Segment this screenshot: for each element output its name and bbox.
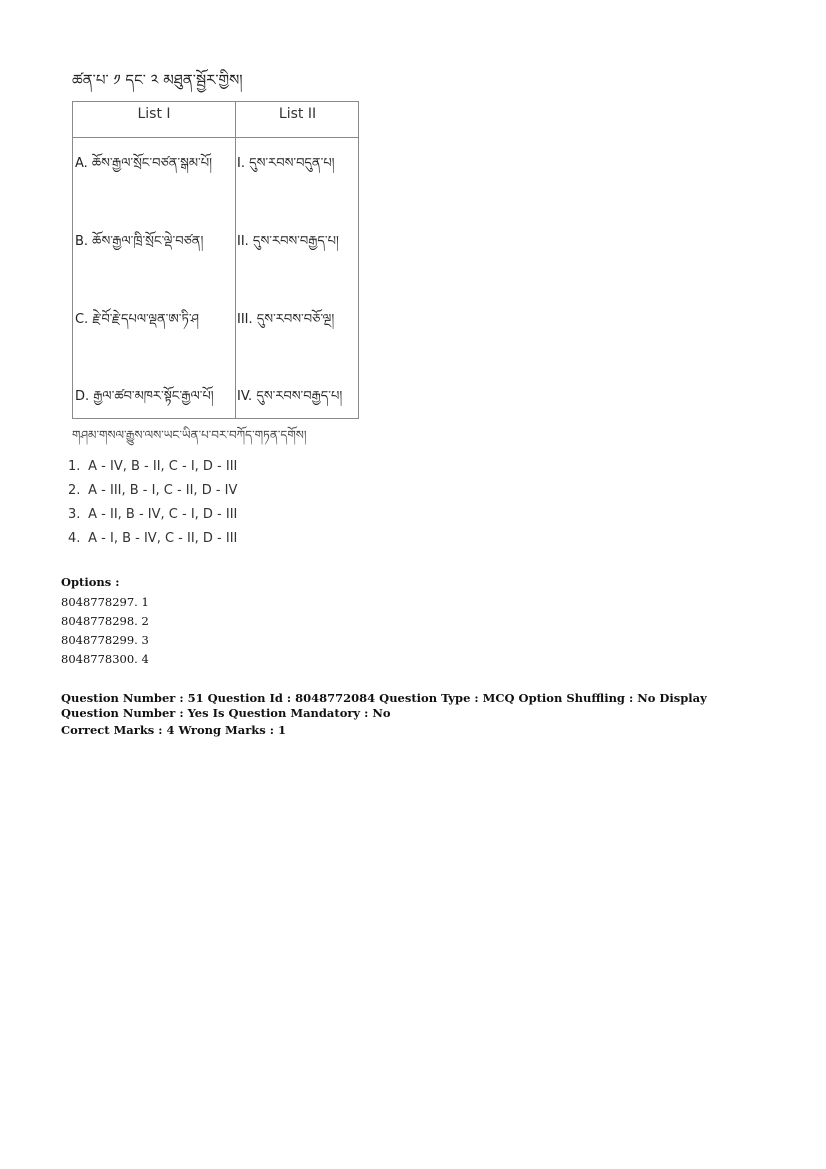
options-label: Options : bbox=[61, 575, 120, 589]
choice-item bbox=[68, 457, 237, 481]
choice-item bbox=[68, 481, 237, 505]
choice-number: 4. bbox=[68, 531, 81, 546]
list-2-header: List II bbox=[278, 106, 317, 122]
row-d-left: D. རྒྱལ་ཚབ་མཁར་སྟོང་རྒྱལ་པོ། bbox=[75, 389, 214, 404]
question-instruction: གཤམ་གསལ་རྒྱུས་ལས་ཡང་ཡིན་པ་བར་བཀོད་གཏན་དགོས། bbox=[72, 428, 307, 442]
answer-choices bbox=[68, 457, 237, 553]
choice-text: A - III, B - I, C - II, D - IV bbox=[88, 483, 238, 498]
choice-item bbox=[68, 505, 237, 529]
option-id: 8048778299. 3 bbox=[61, 633, 149, 647]
question-heading: ཚན་པ་ ༡ དང་ ༢ མཐུན་སྦྱོར་གྱིས། bbox=[72, 71, 243, 89]
row-b-left: B. ཆོས་རྒྱལ་ཁྲི་སྲོང་ལྡེ་བཙན། bbox=[75, 234, 204, 249]
choice-text: A - IV, B - II, C - I, D - III bbox=[88, 459, 238, 474]
row-b-right: II. དུས་རབས་བརྒྱད་པ། bbox=[237, 234, 339, 249]
choice-text: A - II, B - IV, C - I, D - III bbox=[88, 507, 238, 522]
question-marks: Correct Marks : 4 Wrong Marks : 1 bbox=[61, 723, 286, 737]
option-id: 8048778297. 1 bbox=[61, 595, 149, 609]
options-list bbox=[61, 595, 149, 671]
row-a-left: A. ཆོས་རྒྱལ་སྲོང་བཙན་སྒམ་པོ། bbox=[75, 156, 212, 171]
row-d-right: IV. དུས་རབས་བརྒྱད་པ། bbox=[237, 389, 343, 404]
column-divider bbox=[235, 102, 236, 418]
list-1-header: List I bbox=[137, 106, 171, 122]
row-c-right: III. དུས་རབས་བཅོ་ལྔ། bbox=[237, 312, 335, 327]
choice-item bbox=[68, 529, 237, 553]
row-a-right: I. དུས་རབས་བདུན་པ། bbox=[237, 156, 335, 171]
match-table bbox=[72, 101, 359, 419]
header-divider bbox=[73, 137, 358, 138]
choice-number: 2. bbox=[68, 483, 81, 498]
question-meta: Question Number : 51 Question Id : 8048772084 Question Type : MCQ Option Shuffling : No Display Question Number : Yes Is Question Mandatory : No bbox=[61, 691, 707, 720]
choice-number: 1. bbox=[68, 459, 81, 474]
option-id: 8048778298. 2 bbox=[61, 614, 149, 628]
row-c-left: C. རྗེ་བོ་རྗེ་དཔལ་ལྡན་ཨ་ཏི་ཤ bbox=[75, 312, 199, 327]
choice-number: 3. bbox=[68, 507, 81, 522]
choice-text: A - I, B - IV, C - II, D - III bbox=[88, 531, 238, 546]
option-id: 8048778300. 4 bbox=[61, 652, 149, 666]
